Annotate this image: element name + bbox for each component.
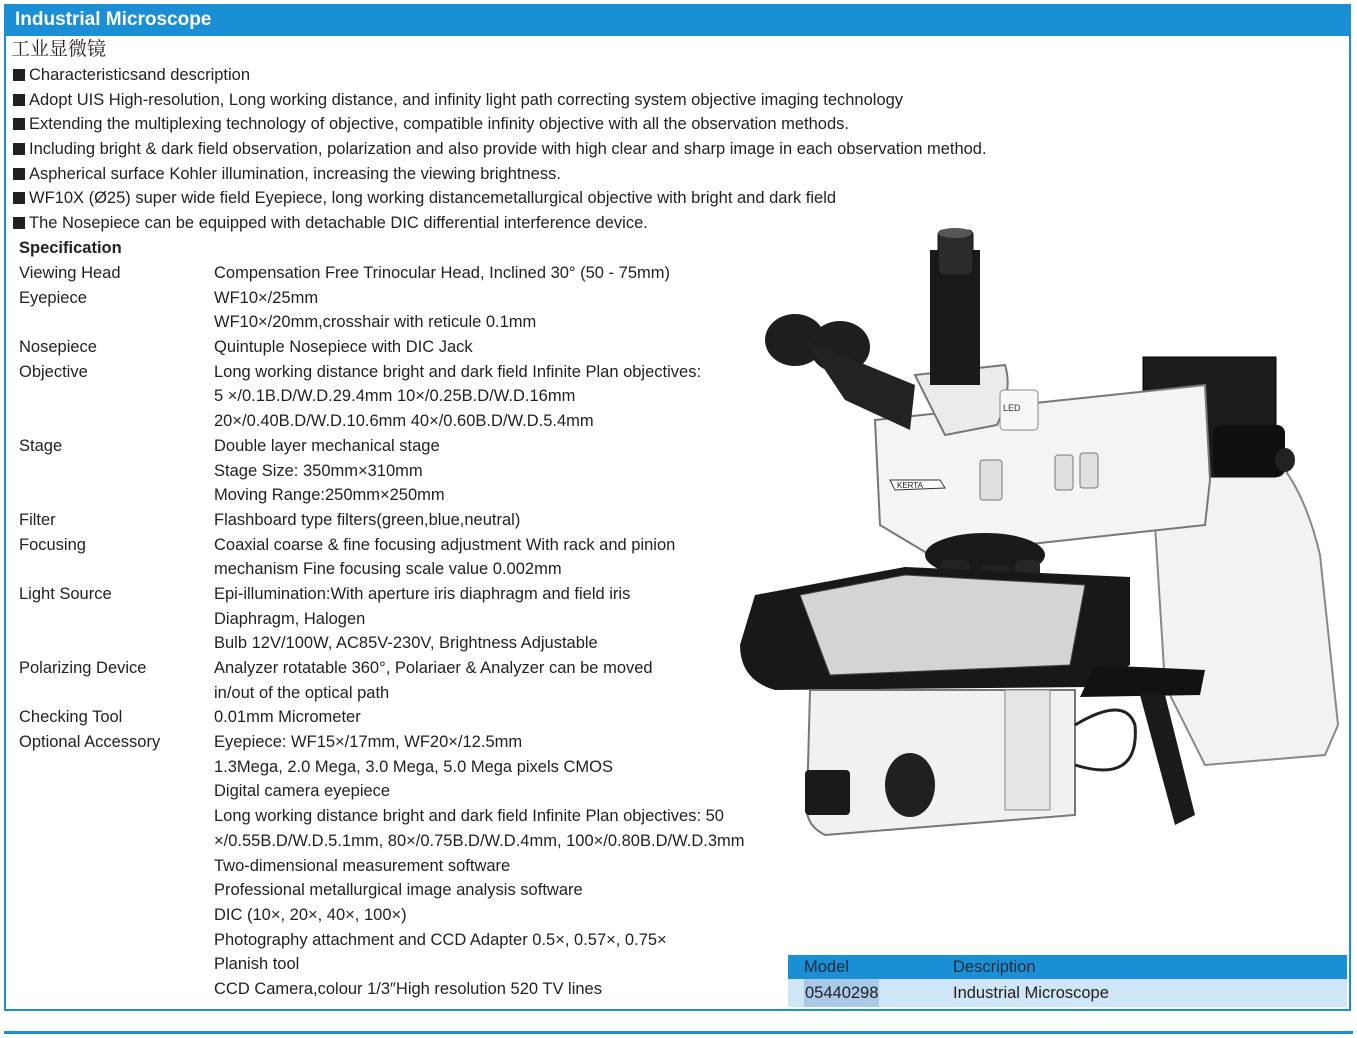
spec-label: Optional Accessory: [19, 733, 161, 752]
spec-value: Quintuple Nosepiece with DIC Jack: [214, 338, 473, 357]
spec-value: Flashboard type filters(green,blue,neutral): [214, 510, 521, 529]
spec-value: Professional metallurgical image analysis software: [214, 881, 583, 900]
spec-value: WF10×/20mm,crosshair with reticule 0.1mm: [214, 313, 537, 332]
square-bullet-icon: [13, 69, 25, 81]
spec-value: Photography attachment and CCD Adapter 0.5×, 0.57×, 0.75×: [214, 930, 667, 949]
spec-value: Bulb 12V/100W, AC85V-230V, Brightness Adjustable: [214, 634, 598, 653]
feature-item: [13, 88, 987, 113]
model-header: Model: [804, 958, 849, 976]
model-number: 05440298: [804, 979, 879, 1007]
spec-value: in/out of the optical path: [214, 683, 390, 702]
spec-value: Stage Size: 350mm×310mm: [214, 461, 423, 480]
spec-value: Diaphragm, Halogen: [214, 609, 366, 628]
feature-text: Including bright & dark field observation, polarization and also provide with high clear and sharp image in each observation method.: [29, 140, 987, 159]
panel-title: Industrial Microscope: [6, 6, 1349, 36]
feature-text: Aspherical surface Kohler illumination, increasing the viewing brightness.: [29, 164, 561, 183]
brand-label: KERTA: [897, 481, 923, 490]
spec-value: 1.3Mega, 2.0 Mega, 3.0 Mega, 5.0 Mega pixels CMOS: [214, 757, 613, 776]
feature-text: The Nosepiece can be equipped with detachable DIC differential interference device.: [29, 214, 648, 233]
spec-label: Checking Tool: [19, 708, 123, 727]
spec-value: CCD Camera,colour 1/3″High resolution 520 TV lines: [214, 979, 602, 998]
square-bullet-icon: [13, 143, 25, 155]
spec-value: WF10×/25mm: [214, 288, 319, 307]
spec-label: Polarizing Device: [19, 659, 147, 677]
feature-item: [13, 162, 987, 187]
spec-value: mechanism Fine focusing scale value 0.002mm: [214, 560, 562, 579]
spec-label: Eyepiece: [19, 288, 87, 307]
square-bullet-icon: [13, 94, 25, 106]
spec-value: ×/0.55B.D/W.D.5.1mm, 80×/0.75B.D/W.D.4mm, 100×/0.80B.D/W.D.3mm: [214, 831, 745, 850]
feature-text: Adopt UIS High-resolution, Long working distance, and infinity light path correcting system objective imaging technology: [29, 90, 904, 109]
feature-item: [13, 137, 987, 162]
feature-item: [13, 186, 987, 211]
square-bullet-icon: [13, 168, 25, 180]
model-description: Industrial Microscope: [953, 984, 1109, 1002]
spec-value: Moving Range:250mm×250mm: [214, 486, 445, 505]
spec-label: Focusing: [19, 535, 86, 554]
spec-label: Light Source: [19, 584, 112, 603]
spec-label: Filter: [19, 510, 56, 529]
specification-heading: Specification: [19, 239, 122, 257]
feature-text: Characteristicsand description: [29, 66, 251, 84]
spec-value: Coaxial coarse & fine focusing adjustment With rack and pinion: [214, 535, 676, 554]
spec-value: Analyzer rotatable 360°, Polariaer & Analyzer can be moved: [214, 659, 653, 677]
spec-value: Epi-illumination:With aperture iris diaphragm and field iris: [214, 584, 631, 603]
square-bullet-icon: [13, 192, 25, 204]
spec-value: Compensation Free Trinocular Head, Inclined 30° (50 - 75mm): [214, 264, 670, 282]
chinese-title: 工业显微镜: [11, 38, 107, 60]
spec-label: Viewing Head: [19, 264, 121, 282]
spec-label: Objective: [19, 362, 88, 381]
feature-text: Extending the multiplexing technology of objective, compatible infinity objective with all the observation methods.: [29, 115, 849, 134]
bottom-divider: [4, 1031, 1353, 1034]
model-table: [788, 955, 1347, 1007]
feature-item: [13, 112, 987, 137]
square-bullet-icon: [13, 118, 25, 130]
spec-value: Planish tool: [214, 955, 300, 974]
spec-value: Two-dimensional measurement software: [214, 856, 511, 875]
spec-value: Digital camera eyepiece: [214, 782, 391, 801]
table-row: [788, 979, 1347, 1007]
spec-value: Eyepiece: WF15×/17mm, WF20×/12.5mm: [214, 733, 523, 752]
feature-text: WF10X (Ø25) super wide field Eyepiece, long working distancemetallurgical objective with bright and dark field: [29, 189, 837, 208]
square-bullet-icon: [13, 217, 25, 229]
feature-item: [13, 63, 987, 88]
spec-value: Long working distance bright and dark field Infinite Plan objectives: 50: [214, 807, 724, 826]
microscope-product-image: [735, 225, 1340, 850]
model-table-header: [788, 955, 1347, 979]
spec-label: Nosepiece: [19, 338, 97, 357]
description-header: Description: [953, 958, 1036, 976]
spec-value: Double layer mechanical stage: [214, 436, 440, 455]
feature-list: [13, 63, 987, 236]
svg-text:LED: LED: [1003, 403, 1021, 413]
spec-value: DIC (10×, 20×, 40×, 100×): [214, 905, 407, 924]
spec-value: 0.01mm Micrometer: [214, 708, 361, 727]
spec-value: 20×/0.40B.D/W.D.10.6mm 40×/0.60B.D/W.D.5.4mm: [214, 412, 594, 431]
spec-value: 5 ×/0.1B.D/W.D.29.4mm 10×/0.25B.D/W.D.16mm: [214, 387, 576, 406]
spec-value: Long working distance bright and dark field Infinite Plan objectives:: [214, 362, 702, 381]
spec-label: Stage: [19, 436, 63, 455]
